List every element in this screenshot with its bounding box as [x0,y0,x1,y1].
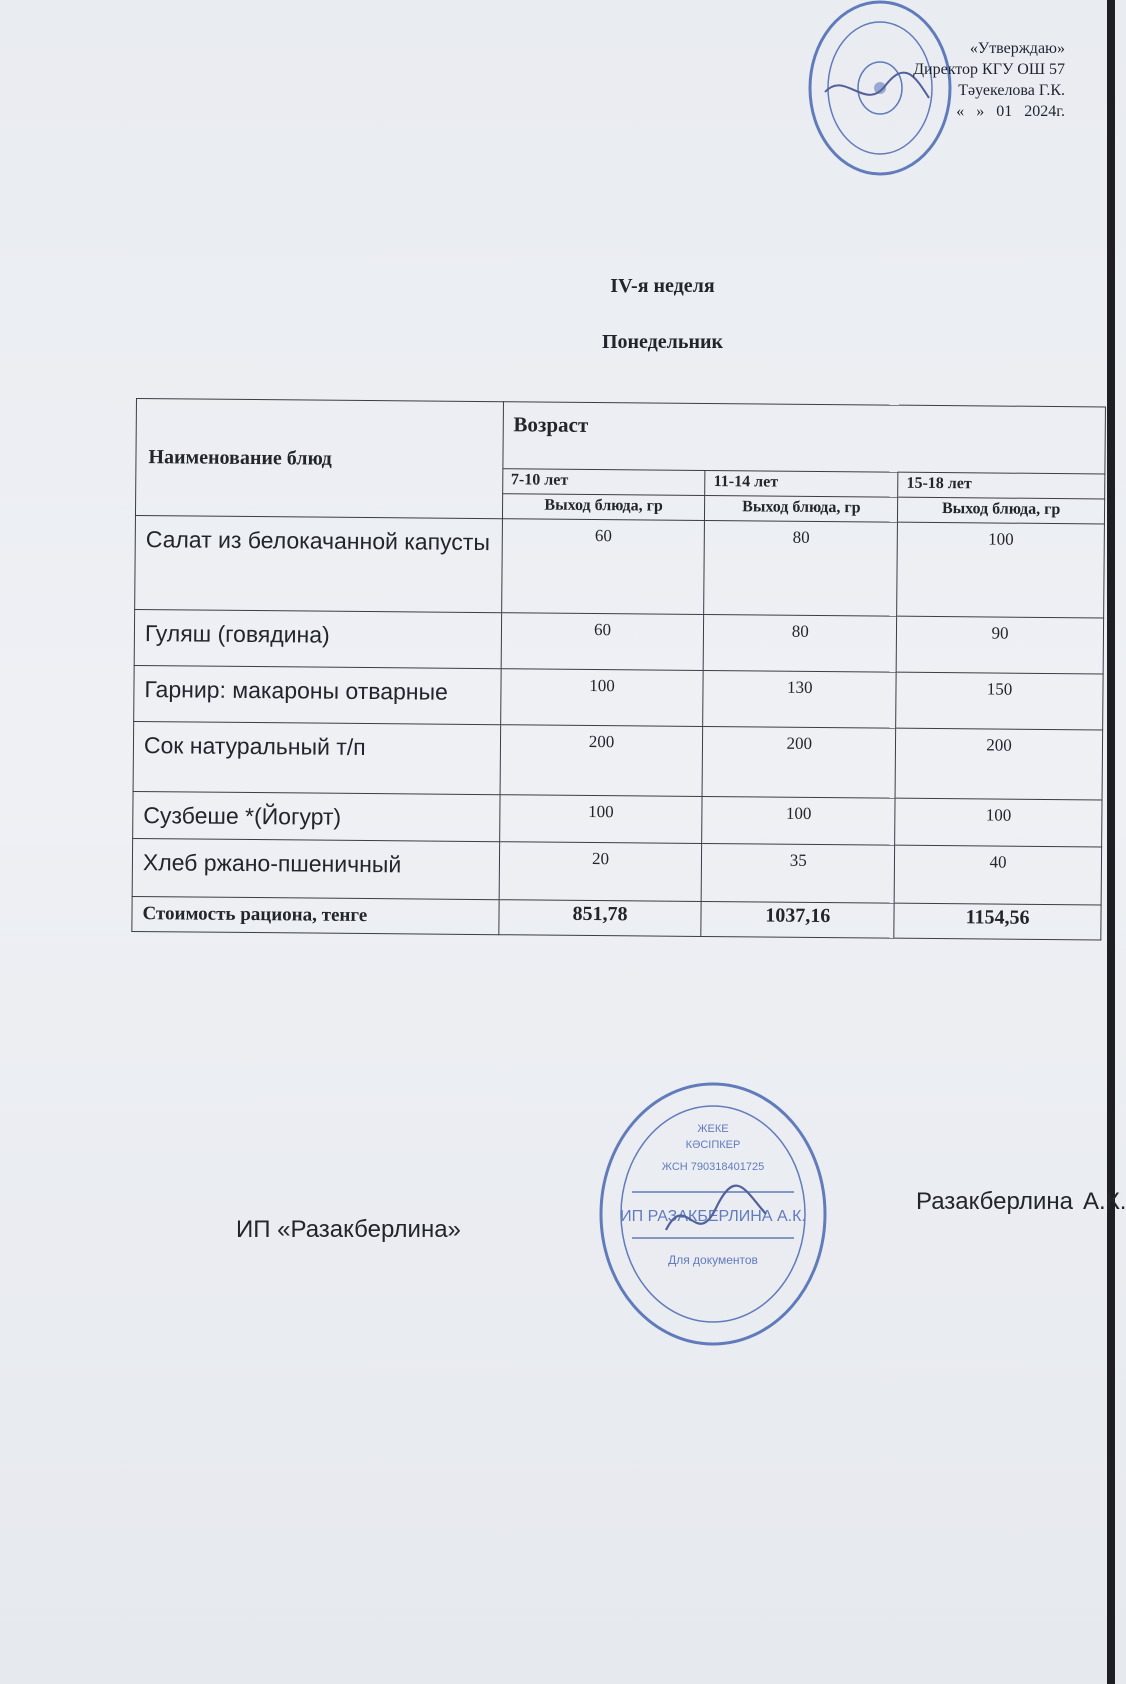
date-month: 01 [996,103,1013,120]
menu-table [131,398,1106,940]
signer-surname: Разакберлина [916,1188,1074,1215]
qty-7-10: 20 [499,842,702,902]
qty-15-18: 100 [897,522,1105,618]
yield-header-11-14: Выход блюда, гр [705,495,898,522]
qty-15-18: 100 [895,798,1102,847]
dish-name: Хлеб ржано-пшеничный [132,838,499,899]
total-11-14: 1037,16 [701,901,894,938]
table-row [134,609,1103,673]
approval-date [855,101,1065,122]
table-row [134,665,1103,729]
total-label: Стоимость рациона, тенге [132,896,499,934]
table-row [133,791,1102,846]
date-year: 2024г. [1024,103,1065,120]
seal-line2: КӘСІПКЕР [685,1139,741,1151]
qty-11-14: 80 [704,520,898,616]
approval-name: Тәуекелова Г.К. [958,82,1065,99]
qty-11-14: 100 [702,796,895,845]
photo-edge [1107,0,1115,1684]
qty-7-10: 60 [501,519,705,615]
age-range-11-14: 11-14 лет [705,470,898,497]
approval-block [855,38,1065,122]
day-title: Понедельник [601,331,724,353]
qty-7-10: 60 [501,613,704,671]
age-range-15-18: 15-18 лет [898,472,1105,499]
qty-11-14: 200 [702,726,895,798]
week-title: IV-я неделя [610,275,715,297]
qty-15-18: 150 [896,672,1103,730]
dish-name: Салат из белокачанной капусты [135,515,502,612]
qty-7-10: 100 [499,795,702,844]
qty-15-18: 200 [895,728,1102,800]
qty-11-14: 130 [703,670,896,728]
signer-name [916,1188,1126,1216]
entrepreneur-seal [596,1080,830,1348]
seal-line3: ЖСН 790318401725 [661,1161,765,1173]
table-row [132,838,1101,904]
header-age: Возраст [503,402,1106,474]
qty-11-14: 80 [704,614,897,672]
date-quote-open: « [956,103,965,120]
qty-7-10: 200 [500,725,703,797]
seal-center: ИП РАЗАКБЕРЛИНА А.К. [620,1208,806,1225]
yield-header-15-18: Выход блюда, гр [898,497,1105,524]
qty-15-18: 90 [896,616,1103,674]
age-range-7-10: 7-10 лет [502,469,705,496]
total-row [132,896,1101,939]
dish-name: Гуляш (говядина) [134,609,501,668]
total-15-18: 1154,56 [894,903,1101,940]
qty-15-18: 40 [894,845,1101,905]
signer-initials: А.К. [1083,1188,1126,1215]
dish-name: Гарнир: макароны отварные [134,665,501,724]
header-dish-name: Наименование блюд [135,399,503,519]
total-7-10: 851,78 [499,900,702,937]
dish-name: Сок натуральный т/п [133,721,500,794]
approval-position: Директор КГУ ОШ 57 [913,61,1065,78]
qty-7-10: 100 [500,669,703,727]
seal-line1: ЖЕКЕ [697,1123,729,1135]
dish-name: Сузбеше *(Йогурт) [133,791,500,841]
seal-bottom: Для документов [668,1253,758,1267]
ip-name: ИП «Разакберлина» [236,1216,461,1243]
table-row [133,721,1103,799]
yield-header-7-10: Выход блюда, гр [502,494,705,521]
approval-title: «Утверждаю» [969,40,1065,57]
qty-11-14: 35 [702,843,895,903]
table-row [135,515,1105,617]
date-quote-close: » [976,103,985,120]
